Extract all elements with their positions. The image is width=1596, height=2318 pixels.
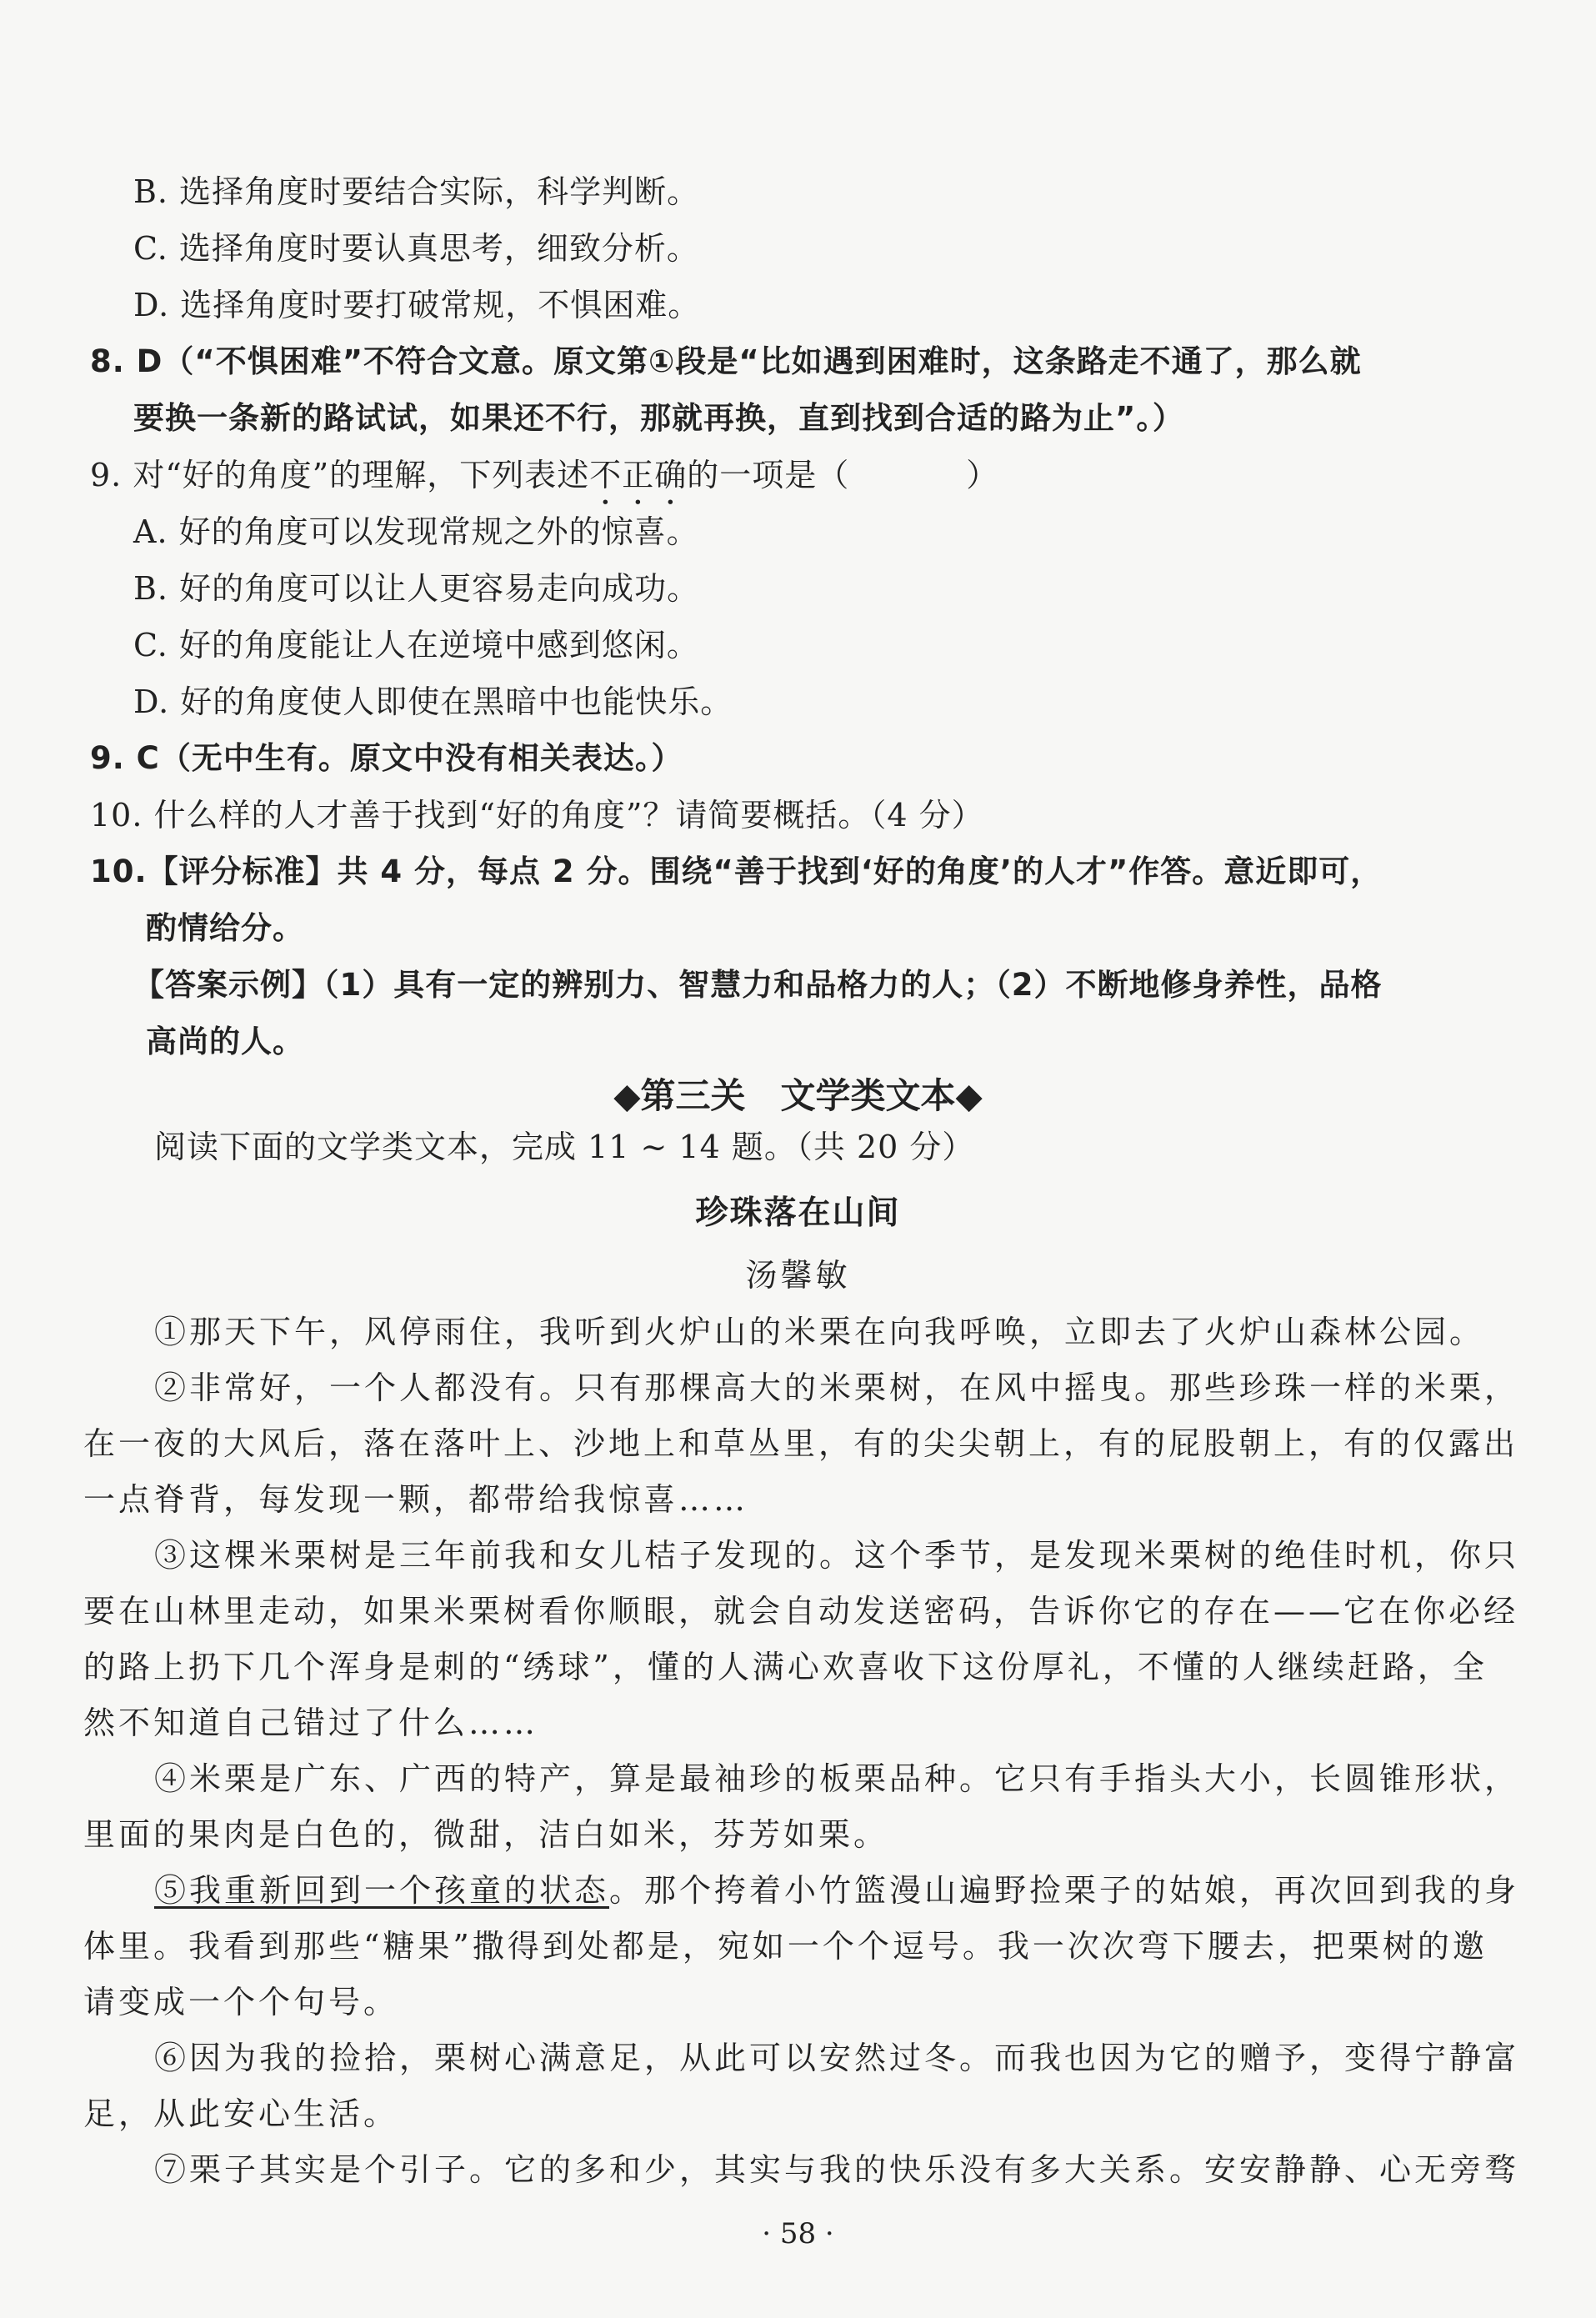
q9-option-c: C. 好的角度能让人在逆境中感到悠闲。 bbox=[133, 627, 699, 663]
q9-stem-before: 9. 对“好的角度”的理解，下列表述 bbox=[90, 457, 590, 493]
article-line: 请变成一个个句号。 bbox=[83, 1984, 399, 2020]
section-heading: ◆第三关 文学类文本◆ bbox=[613, 1075, 983, 1116]
answer-10-line-1: 10.【评分标准】共 4 分，每点 2 分。围绕“善于找到‘好的角度’的人才”作答。意近即可， bbox=[90, 854, 1383, 889]
article-line: ③这棵米栗树是三年前我和女儿桔子发现的。这个季节，是发现米栗树的绝佳时机，你只 bbox=[154, 1537, 1520, 1574]
article-line: 在一夜的大风后，落在落叶上、沙地上和草丛里，有的尖尖朝上，有的屁股朝上，有的仅露出 bbox=[83, 1425, 1519, 1462]
p5-rest: 。那个挎着小竹篮漫山遍野捡栗子的姑娘，再次回到我的身 bbox=[609, 1872, 1520, 1909]
article-line: 一点脊背，每发现一颗，都带给我惊喜…… bbox=[83, 1481, 749, 1518]
article-line: 足，从此安心生活。 bbox=[83, 2095, 399, 2132]
article-line: ⑥因为我的捡拾，栗树心满意足，从此可以安然过冬。而我也因为它的赠予，变得宁静富 bbox=[154, 2040, 1520, 2076]
article-line: ⑦栗子其实是个引子。它的多和少，其实与我的快乐没有多大关系。安安静静、心无旁骛 bbox=[154, 2151, 1520, 2188]
q9-stem-emphasis: 不正确 bbox=[589, 457, 688, 493]
q9-stem-close: ） bbox=[966, 457, 999, 493]
underlined-sentence: ⑤我重新回到一个孩童的状态 bbox=[154, 1872, 610, 1909]
article-line-p5 bbox=[154, 1870, 1519, 1911]
question-9-stem bbox=[90, 454, 998, 512]
article-line: ④米栗是广东、广西的特产，算是最袖珍的板栗品种。它只有手指头大小，长圆锥形状， bbox=[154, 1760, 1520, 1797]
article-line: 体里。我看到那些“糖果”撒得到处都是，宛如一个个逗号。我一次次弯下腰去，把栗树的邀 bbox=[83, 1928, 1488, 1965]
section-instruction: 阅读下面的文学类文本，完成 11 ~ 14 题。（共 20 分） bbox=[154, 1129, 975, 1165]
q9-stem-after: 的一项是（ bbox=[687, 457, 850, 493]
q8-option-b: B. 选择角度时要结合实际，科学判断。 bbox=[133, 173, 700, 210]
article-line: 的路上扔下几个浑身是刺的“绣球”，懂的人满心欢喜收下这份厚礼，不懂的人继续赶路，全 bbox=[83, 1649, 1488, 1685]
article-line: 里面的果肉是白色的，微甜，洁白如米，芬芳如栗。 bbox=[83, 1816, 889, 1853]
q9-option-d: D. 好的角度使人即使在黑暗中也能快乐。 bbox=[133, 683, 733, 720]
q8-option-c: C. 选择角度时要认真思考，细致分析。 bbox=[133, 230, 699, 267]
q8-option-d: D. 选择角度时要打破常规，不惧困难。 bbox=[133, 287, 701, 323]
question-10: 10. 什么样的人才善于找到“好的角度”？请简要概括。（4 分） bbox=[90, 797, 984, 834]
article-author: 汤馨敏 bbox=[745, 1257, 851, 1294]
answer-10-line-2: 酌情给分。 bbox=[146, 910, 304, 946]
answer-10-line-4: 高尚的人。 bbox=[146, 1024, 304, 1059]
q9-option-a: A. 好的角度可以发现常规之外的惊喜。 bbox=[133, 513, 699, 550]
answer-10-line-3: 【答案示例】（1）具有一定的辨别力、智慧力和品格力的人；（2）不断地修身养性，品格 bbox=[133, 967, 1383, 1003]
article-line: 要在山林里走动，如果米栗树看你顺眼，就会自动发送密码，告诉你它的存在——它在你必经 bbox=[83, 1593, 1519, 1630]
page-number: · 58 · bbox=[762, 2217, 834, 2250]
article-title: 珍珠落在山间 bbox=[695, 1194, 901, 1232]
answer-8-line-1: 8. D（“不惧困难”不符合文意。原文第①段是“比如遇到困难时，这条路走不通了，那么就 bbox=[90, 343, 1362, 379]
answer-9: 9. C（无中生有。原文中没有相关表达。） bbox=[90, 740, 683, 776]
q9-option-b: B. 好的角度可以让人更容易走向成功。 bbox=[133, 570, 700, 607]
article-line: ①那天下午，风停雨住，我听到火炉山的米栗在向我呼唤，立即去了火炉山森林公园。 bbox=[154, 1314, 1485, 1350]
answer-8-line-2: 要换一条新的路试试，如果还不行，那就再换，直到找到合适的路为止”。） bbox=[133, 400, 1184, 436]
article-line: ②非常好，一个人都没有。只有那棵高大的米栗树，在风中摇曳。那些珍珠一样的米栗， bbox=[154, 1369, 1520, 1406]
article-line: 然不知道自己错过了什么…… bbox=[83, 1705, 539, 1741]
